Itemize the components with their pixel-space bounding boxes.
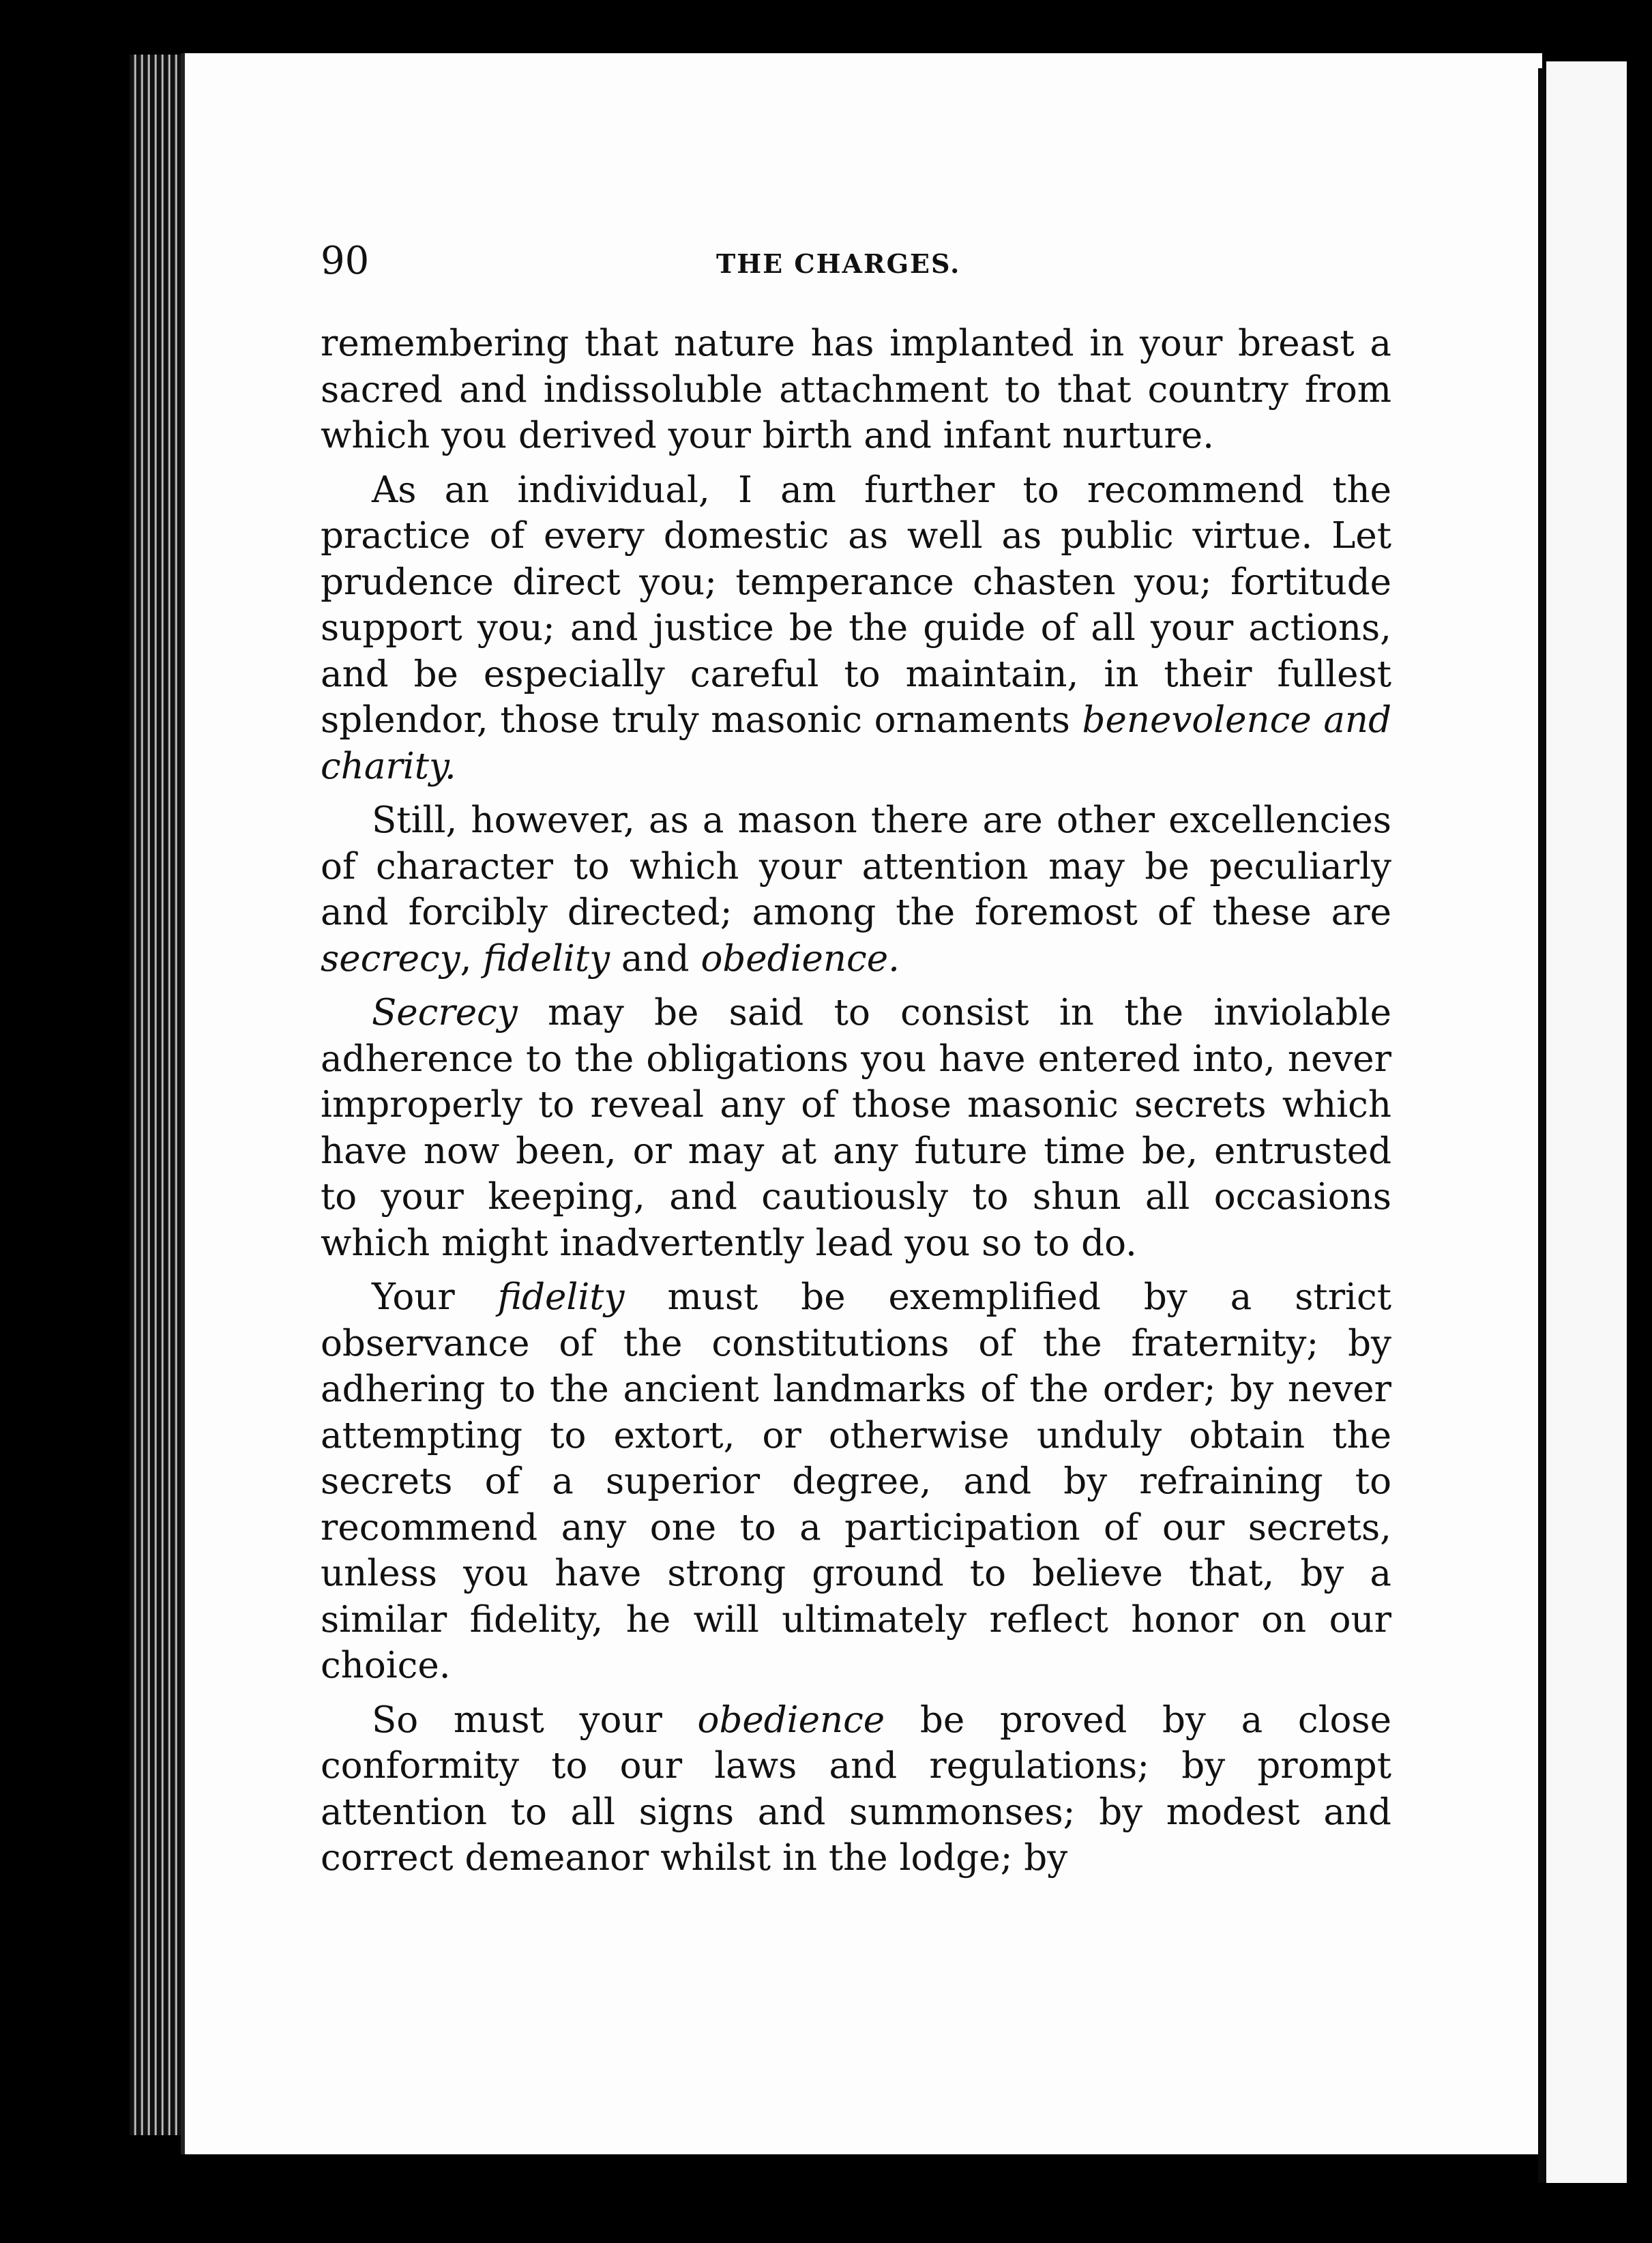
scan-border <box>1627 61 1652 2183</box>
body-text <box>321 321 1391 1881</box>
text-segment: and <box>610 937 701 980</box>
italic-text-segment: obedience <box>697 1699 885 1741</box>
paragraph <box>321 321 1391 459</box>
italic-text-segment: benevolence and charity. <box>321 699 1391 787</box>
running-head <box>321 239 1385 293</box>
text-segment: be proved by a close conformity to our laws and regulations; by prompt attention to all signs and summonses; by modest and correct demeanor whilst in the lodge; by <box>321 1699 1391 1879</box>
text-segment: Still, however, as a mason there are other excellencies of character to which your attention may be peculiarly and forcibly directed; among the foremost of these are <box>321 800 1391 933</box>
italic-text-segment: Secrecy <box>372 992 518 1033</box>
paragraph <box>321 990 1391 1266</box>
text-segment: must be exemplified by a strict observance of the constitutions of the fraternity; by adhering to the ancient landmarks of the order; by never attempting to extort, or otherwise unduly obtain the secrets of a superior degree, and by refraining to recommend any one to a participation of our secrets, unless you have strong ground to believe that, by a similar fidelity, he will ultimately reflect honor on our choice. <box>321 1276 1391 1686</box>
paragraph <box>321 1274 1391 1689</box>
text-segment: As an individual, I am further to recommend the practice of every domestic as well as public virtue. Let prudence direct you; temperance chasten you; fortitude support you; and justice be the guide of all your actions, and be especially careful to maintain, in their fullest splendor, those truly masonic ornaments <box>321 469 1391 741</box>
page-number: 90 <box>321 239 370 283</box>
text-segment: So must your <box>372 1699 698 1741</box>
italic-text-segment: obedience. <box>700 937 900 980</box>
page-gutter <box>1538 68 1546 2183</box>
paragraph <box>321 1697 1391 1881</box>
facing-page-edge <box>1546 61 1628 2183</box>
paragraph <box>321 467 1391 790</box>
italic-text-segment: fidelity <box>483 937 610 980</box>
text-segment: remembering that nature has implanted in your breast a sacred and indissoluble attachment to that country from which you derived your birth and infant nurture. <box>321 323 1391 456</box>
text-segment: Your <box>372 1276 498 1318</box>
running-title: THE CHARGES. <box>716 248 961 279</box>
text-segment: may be said to consist in the inviolable adherence to the obligations you have entered into, never improperly to reveal any of those masonic secrets which have now been, or may at any future time be, entrusted to your keeping, and cautiously to shun all occasions which might inadvertently lead you so to do. <box>321 992 1391 1264</box>
text-segment: , <box>460 937 484 980</box>
italic-text-segment: fidelity <box>497 1276 625 1318</box>
italic-text-segment: secrecy <box>321 937 460 980</box>
paragraph <box>321 797 1391 982</box>
